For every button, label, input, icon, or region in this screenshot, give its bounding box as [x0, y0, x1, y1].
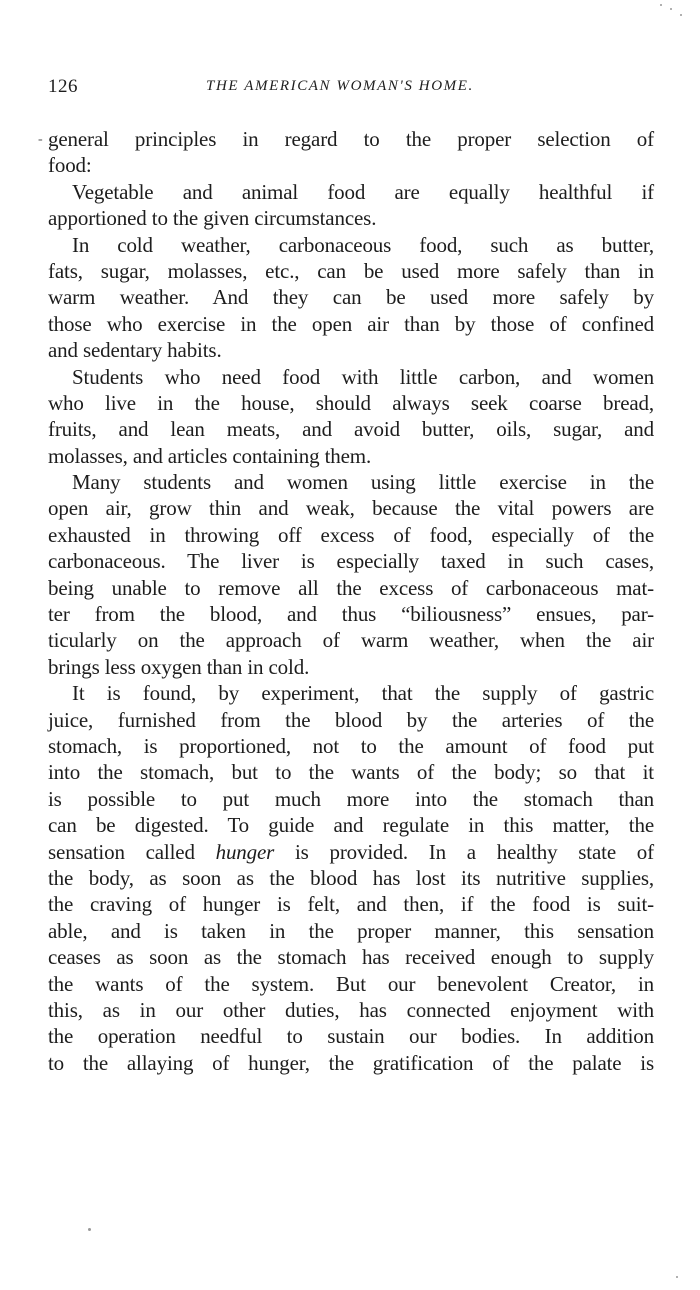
text-line: Vegetable and animal food are equally healthful if — [72, 179, 654, 204]
text-line: exhausted in throwing off excess of food, especially of the — [48, 522, 654, 547]
text-line: to the allaying of hunger, the gratification of the palate is — [48, 1050, 654, 1075]
text-line: able, and is taken in the proper manner, this sensation — [48, 918, 654, 943]
text-line: molasses, and articles containing them. — [48, 443, 372, 468]
text-line: apportioned to the given circumstances. — [48, 206, 377, 231]
body-text — [48, 126, 654, 1076]
text-segment: is provided. In a healthy state of — [274, 839, 654, 864]
page-number: 126 — [48, 76, 78, 97]
text-line: warm weather. And they can be used more safely by — [48, 285, 654, 310]
text-line: those who exercise in the open air than by those of confined — [48, 311, 654, 336]
text-line: ceases as soon as the stomach has received enough to supply — [48, 945, 654, 970]
running-head: THE AMERICAN WOMAN'S HOME. — [206, 78, 474, 94]
speck — [88, 1228, 91, 1231]
text-line: Many students and women using little exercise in the — [72, 470, 654, 495]
page-header — [48, 76, 654, 106]
margin-mark: - — [38, 132, 43, 147]
text-line: being unable to remove all the excess of carbonaceous mat- — [48, 575, 654, 600]
text-segment: sensation called — [48, 839, 216, 864]
text-line: food: — [48, 153, 92, 178]
speck — [670, 8, 672, 10]
speck — [660, 4, 662, 6]
text-line: ticularly on the approach of warm weather, when the air — [48, 628, 654, 653]
text-line: into the stomach, but to the wants of the body; so that it — [48, 760, 654, 785]
text-line: the wants of the system. But our benevolent Creator, in — [48, 971, 654, 996]
text-line: this, as in our other duties, has connected enjoyment with — [48, 997, 654, 1022]
speck — [676, 1276, 678, 1278]
text-line: brings less oxygen than in cold. — [48, 654, 310, 679]
text-line: stomach, is proportioned, not to the amount of food put — [48, 733, 654, 758]
text-line: ter from the blood, and thus “biliousness” ensues, par- — [48, 602, 654, 627]
text-line — [48, 839, 654, 865]
text-line: It is found, by experiment, that the supply of gastric — [72, 681, 654, 706]
text-line: who live in the house, should always seek coarse bread, — [48, 390, 654, 415]
text-line: fats, sugar, molasses, etc., can be used more safely than in — [48, 258, 654, 283]
text-line: and sedentary habits. — [48, 338, 222, 363]
text-line: the body, as soon as the blood has lost its nutritive supplies, — [48, 865, 654, 890]
speck — [680, 14, 682, 16]
text-line: can be digested. To guide and regulate in this matter, the — [48, 813, 654, 838]
text-line: the operation needful to sustain our bodies. In addition — [48, 1024, 654, 1049]
italic-word: hunger — [215, 839, 275, 864]
text-line: carbonaceous. The liver is especially taxed in such cases, — [48, 549, 654, 574]
text-line: the craving of hunger is felt, and then, if the food is suit- — [48, 892, 654, 917]
text-line: Students who need food with little carbon, and women — [72, 364, 654, 389]
text-line: In cold weather, carbonaceous food, such as butter, — [72, 232, 654, 257]
text-line: is possible to put much more into the stomach than — [48, 786, 654, 811]
text-line: general principles in regard to the proper selection of — [48, 127, 654, 151]
text-line: juice, furnished from the blood by the arteries of the — [48, 707, 654, 732]
text-line: fruits, and lean meats, and avoid butter, oils, sugar, and — [48, 417, 654, 442]
text-line: open air, grow thin and weak, because the vital powers are — [48, 496, 654, 521]
